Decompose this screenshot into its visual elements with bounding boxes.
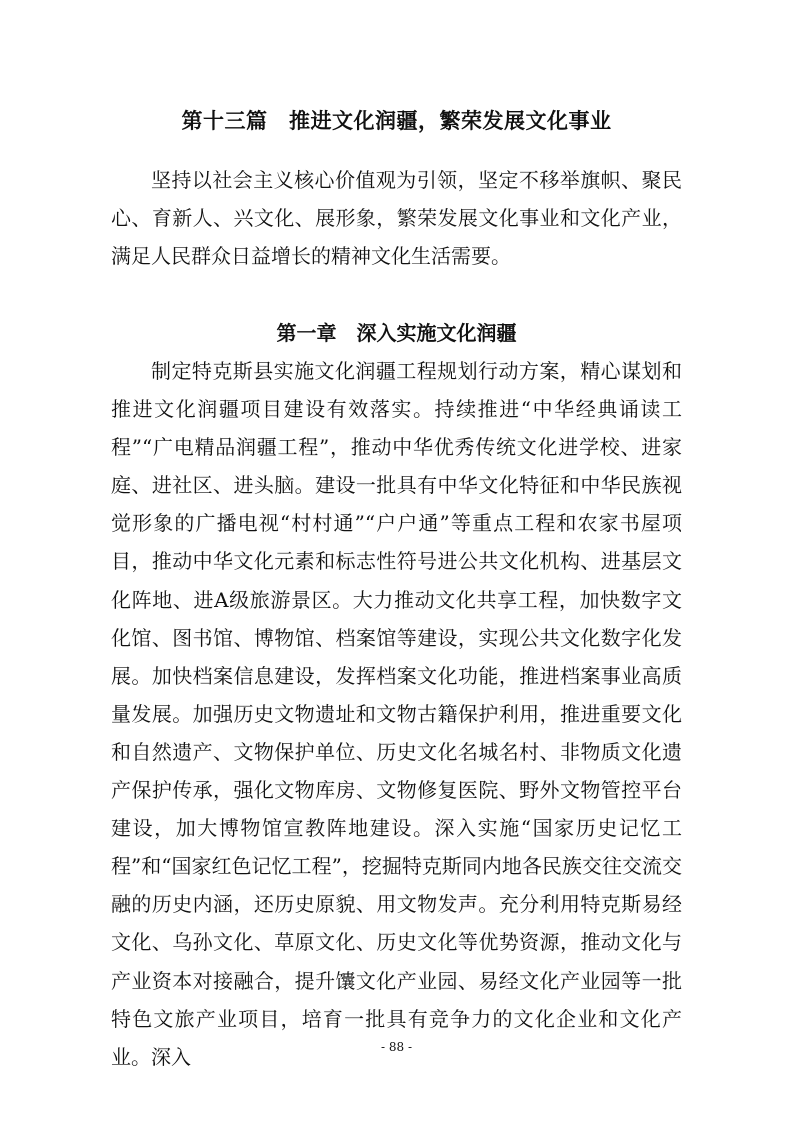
part-title: 第十三篇 推进文化润疆，繁荣发展文化事业 bbox=[181, 109, 612, 133]
chapter-paragraph: 制定特克斯县实施文化润疆工程规划行动方案，精心谋划和推进文化润疆项目建设有效落实。持续推进“中华经典诵读工程”“广电精品润疆工程”，推动中华优秀传统文化进学校、进家庭、进社区、进头脑。建设一批具有中华文化特征和中华民族视觉形象的广播电视“村村通”“户户通”等重点工程和农家书屋项目，推动中华文化元素和标志性符号进公共文化机构、进基层文化阵地、进A级旅游景区。大力推动文化共享工程，加快数字文化馆、图书馆、博物馆、档案馆等建设，实现公共文化数字化发展。加快档案信息建设，发挥档案文化功能，推进档案事业高质量发展。加强历史文物遗址和文物古籍保护利用，推进重要文化和自然遗产、文物保护单位、历史文化名城名村、非物质文化遗产保护传承，强化文物库房、文物修复医院、野外文物管控平台建设，加大博物馆宣教阵地建设。深入实施“国家历史记忆工程”和“国家红色记忆工程”，挖掘特克斯同内地各民族交往交流交融的历史内涵，还历史原貌、用文物发声。充分利用特克斯易经文化、乌孙文化、草原文化、历史文化等优势资源，推动文化与产业资本对接融合，提升馕文化产业园、易经文化产业园等一批特色文旅产业项目，培育一批具有竞争力的文化企业和文化产业。深入 bbox=[111, 359, 682, 1069]
page-number: - 88 - bbox=[380, 1040, 412, 1054]
intro-paragraph: 坚持以社会主义核心价值观为引领，坚定不移举旗帜、聚民心、育新人、兴文化、展形象，繁荣发展文化事业和文化产业，满足人民群众日益增长的精神文化生活需要。 bbox=[111, 168, 682, 268]
chapter-title: 第一章 深入实施文化润疆 bbox=[276, 321, 517, 345]
